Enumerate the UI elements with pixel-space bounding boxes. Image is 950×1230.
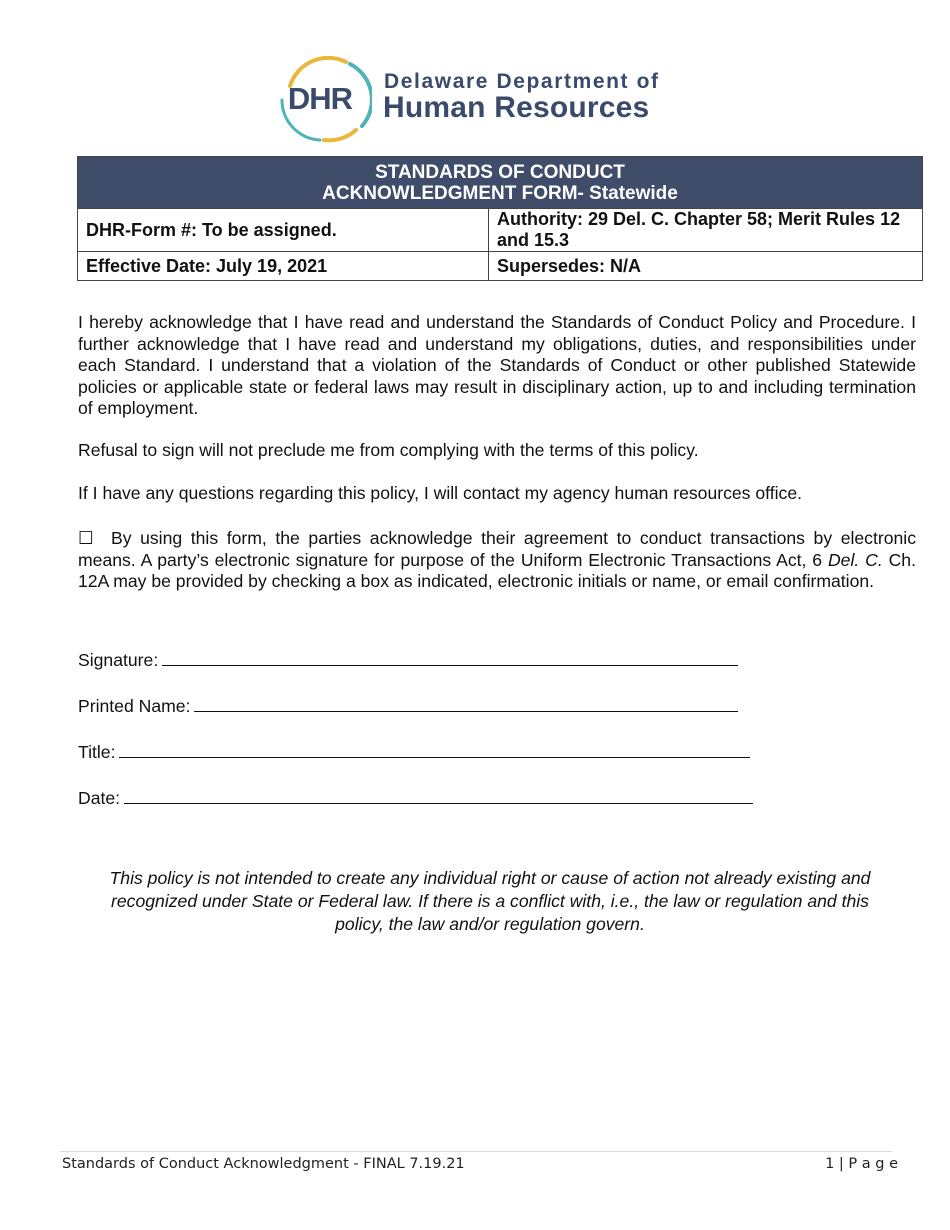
printed-name-field[interactable] bbox=[78, 696, 738, 717]
date-line[interactable] bbox=[124, 789, 753, 804]
signature-label: Signature: bbox=[78, 650, 159, 670]
consent-text-citation: Del. C. bbox=[827, 549, 883, 570]
footer-document-title: Standards of Conduct Acknowledgment - FINAL 7.19.21 bbox=[62, 1156, 465, 1172]
form-title-line1: STANDARDS OF CONDUCT bbox=[375, 161, 625, 183]
form-title-line2: ACKNOWLEDGMENT FORM- Statewide bbox=[322, 182, 678, 204]
electronic-consent-paragraph bbox=[78, 528, 916, 593]
printed-name-line[interactable] bbox=[194, 697, 738, 712]
effective-date-cell: Effective Date: July 19, 2021 bbox=[78, 252, 489, 281]
logo-department-text: Delaware Department of bbox=[384, 70, 660, 93]
form-header-table bbox=[77, 156, 923, 281]
consent-text-b: Ch. 12A may be provided by checking a box as indicated, electronic initials or name, or email confirmation. bbox=[78, 549, 916, 591]
signature-field[interactable] bbox=[78, 650, 738, 671]
supersedes-cell: Supersedes: N/A bbox=[489, 252, 923, 281]
consent-text-a: By using this form, the parties acknowledge their agreement to conduct transactions by electronic means. A party’s electronic signature for purpose of the Uniform Electronic Transactions Act, 6 bbox=[78, 528, 916, 570]
refusal-paragraph: Refusal to sign will not preclude me from complying with the terms of this policy. bbox=[78, 440, 699, 460]
signature-line[interactable] bbox=[162, 651, 738, 666]
title-line[interactable] bbox=[119, 743, 750, 758]
title-field[interactable] bbox=[78, 742, 750, 763]
logo-mark-text: DHR bbox=[287, 81, 353, 116]
footer-page-number: 1 | P a g e bbox=[825, 1156, 898, 1172]
form-title bbox=[78, 157, 923, 209]
acknowledgment-paragraph: I hereby acknowledge that I have read and understand the Standards of Conduct Policy and Procedure. I further acknowledge that I have read and understand my obligations, duties, and responsibilities under each Standard. I understand that a violation of the Standards of Conduct or other published Statewide policies or applicable state or federal laws may result in disciplinary action, up to and including termination of employment. bbox=[78, 312, 916, 418]
consent-checkbox[interactable]: ☐ bbox=[78, 528, 94, 548]
form-number-cell: DHR-Form #: To be assigned. bbox=[78, 209, 489, 252]
dhr-logo bbox=[276, 56, 706, 142]
policy-disclaimer: This policy is not intended to create any individual right or cause of action not already existing and recognized under State or Federal law. If there is a conflict with, i.e., the law or regulation and this policy, the law and/or regulation govern. bbox=[109, 868, 871, 934]
logo-hr-text: Human Resources bbox=[383, 91, 650, 124]
date-label: Date: bbox=[78, 788, 121, 808]
title-label: Title: bbox=[78, 742, 116, 762]
printed-name-label: Printed Name: bbox=[78, 696, 191, 716]
date-field[interactable] bbox=[78, 788, 753, 809]
authority-cell: Authority: 29 Del. C. Chapter 58; Merit Rules 12 and 15.3 bbox=[489, 209, 923, 252]
footer-divider bbox=[60, 1151, 892, 1152]
questions-paragraph: If I have any questions regarding this policy, I will contact my agency human resources office. bbox=[78, 483, 802, 503]
